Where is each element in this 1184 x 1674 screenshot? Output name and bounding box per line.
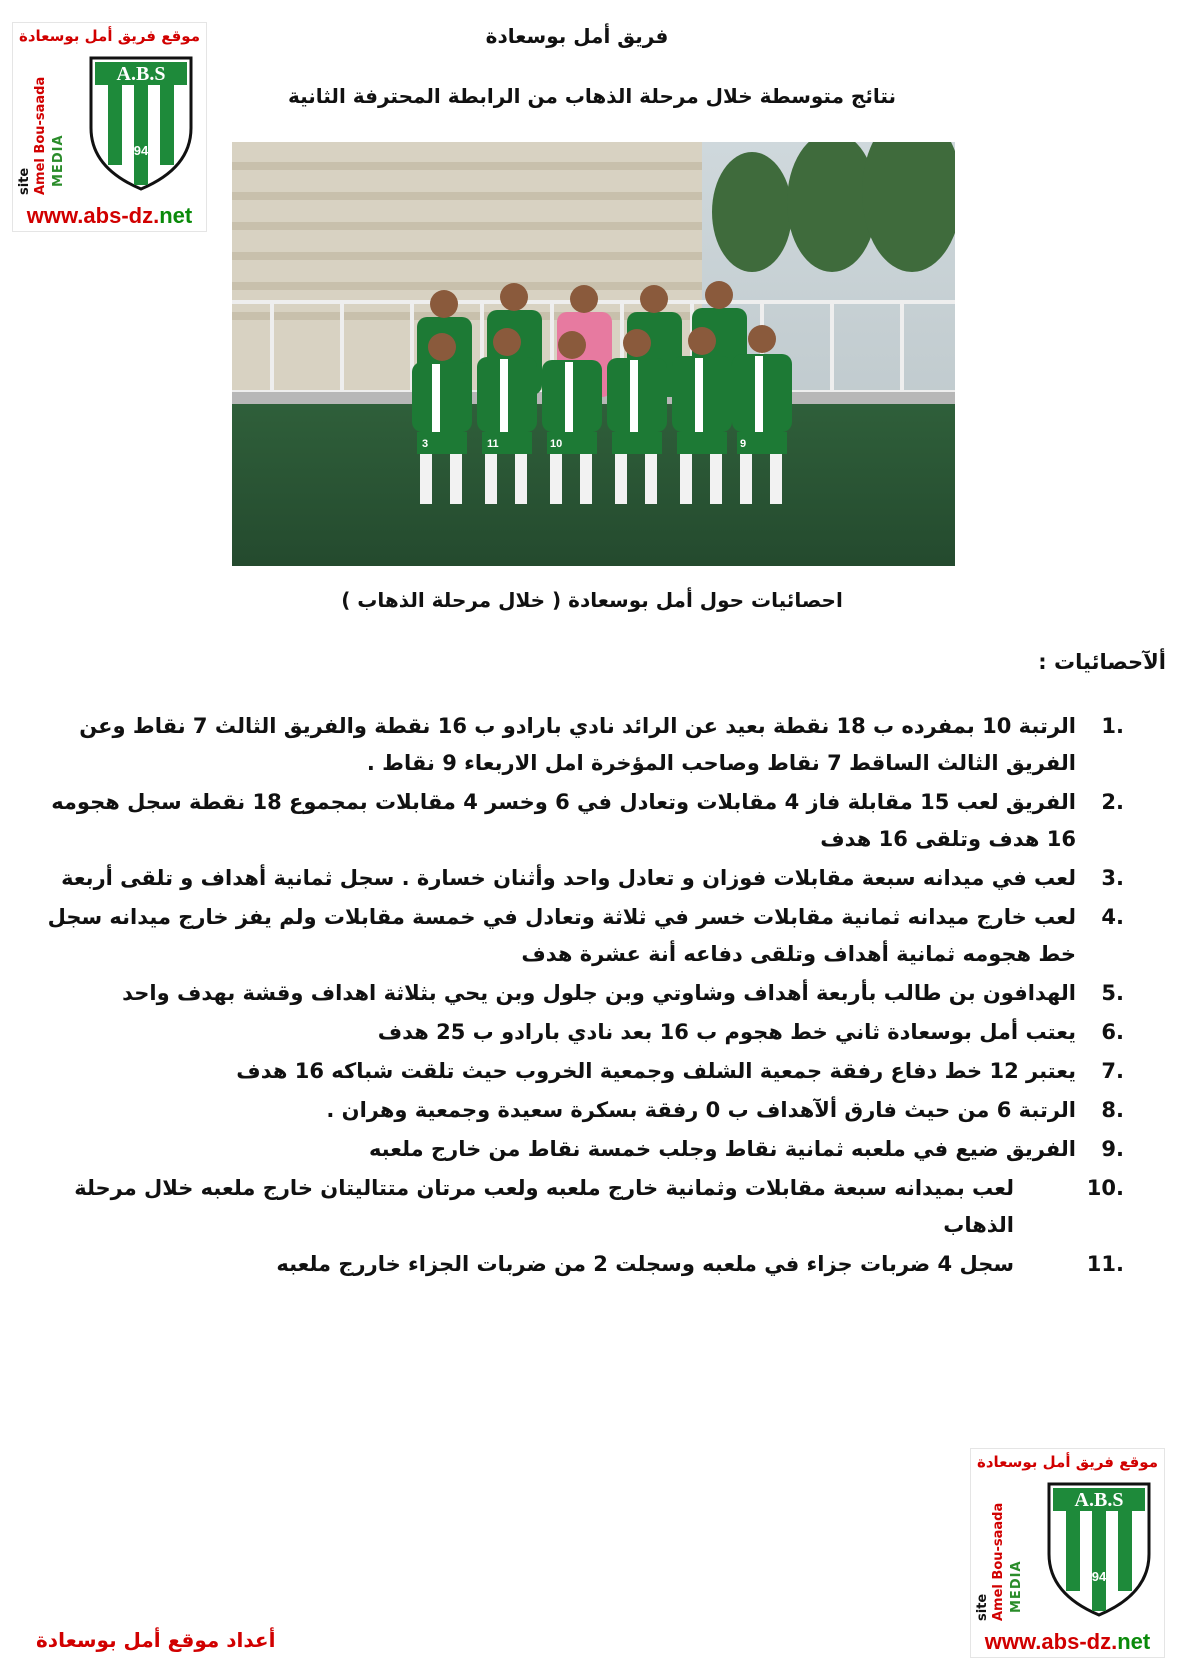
- item-number: 10.: [1086, 1176, 1124, 1200]
- page-title: فريق أمل بوسعادة: [485, 24, 669, 48]
- list-item: [30, 1092, 1124, 1129]
- page-subtitle: نتائج متوسطة خلال مرحلة الذهاب من الرابطة المحترفة الثانية: [287, 84, 897, 108]
- shield-year: 1940: [126, 143, 156, 158]
- logo-bottom-right: [970, 1448, 1165, 1658]
- list-item: [30, 1131, 1124, 1168]
- logo-top-text: موقع فريق أمل بوسعادة: [19, 27, 200, 45]
- item-number: 1.: [1101, 714, 1124, 738]
- item-number: 5.: [1101, 981, 1124, 1005]
- logo-site-word: site: [975, 1593, 990, 1621]
- item-text: يعتبر 12 خط دفاع رفقة جمعية الشلف وجمعية الخروب حيث تلقت شباكه 16 هدف: [236, 1059, 1076, 1083]
- shirt-number-3: 10: [550, 438, 563, 450]
- team-photo-illustration: [232, 142, 955, 566]
- logo-side-text: [975, 1489, 1037, 1619]
- list-item: [30, 1014, 1124, 1051]
- item-text: سجل 4 ضربات جزاء في ملعبه وسجلت 2 من ضربات الجزاء خاررج ملعبه: [276, 1252, 1014, 1276]
- item-text: يعتب أمل بوسعادة ثاني خط هجوم ب 16 بعد نادي بارادو ب 25 هدف: [377, 1020, 1076, 1044]
- logo-amel-word: Amel Bou-saada: [33, 76, 48, 195]
- stats-caption: احصائيات حول أمل بوسعادة ( خلال مرحلة الذهاب ): [341, 588, 843, 612]
- footer-credit: أعداد موقع أمل بوسعادة: [36, 1628, 276, 1652]
- logo-top-left: [12, 22, 207, 232]
- logo-url: www.abs-dz.net: [984, 1629, 1151, 1654]
- item-number: 4.: [1101, 905, 1124, 929]
- item-text: الفريق لعب 15 مقابلة فاز 4 مقابلات وتعادل في 6 وخسر 4 مقابلات بمجموع 18 نقطة سجل هجومه 16 هدف وتلقى 16 هدف: [51, 790, 1076, 851]
- item-number: 7.: [1101, 1059, 1124, 1083]
- logo-media-word: MEDIA: [1009, 1560, 1024, 1613]
- logo-side-text: [17, 63, 79, 193]
- stats-heading: ألآحصائيات :: [1038, 650, 1166, 674]
- club-shield-icon: [1044, 1479, 1154, 1619]
- list-item: [30, 860, 1124, 897]
- shield-letters: A.B.S: [116, 63, 166, 85]
- logo-top-text: موقع فريق أمل بوسعادة: [977, 1453, 1158, 1471]
- list-item: [30, 708, 1124, 782]
- logo-amel-word: Amel Bou-saada: [991, 1502, 1006, 1621]
- shirt-number-4: 9: [740, 438, 747, 450]
- shield-letters: A.B.S: [1074, 1489, 1124, 1511]
- item-text: لعب بميدانه سبعة مقابلات وثمانية خارج ملعبه ولعب مرتان متتاليتان خارج ملعبه خلال مرحلة الذهاب: [74, 1176, 1014, 1237]
- logo-site-word: site: [17, 167, 32, 195]
- logo-media-word: MEDIA: [51, 134, 66, 187]
- shield-year: 1940: [1084, 1569, 1114, 1584]
- item-number: 9.: [1101, 1137, 1124, 1161]
- list-item: [30, 1246, 1124, 1283]
- team-photo: [232, 142, 955, 566]
- logo-url: www.abs-dz.net: [26, 203, 193, 228]
- item-number: 3.: [1101, 866, 1124, 890]
- item-number: 6.: [1101, 1020, 1124, 1044]
- item-text: الهدافون بن طالب بأربعة أهداف وشاوتي وبن جلول وبن يحي بثلاثة اهداف وقشة بهدف واحد: [122, 981, 1076, 1005]
- club-shield-icon: [86, 53, 196, 193]
- item-number: 11.: [1086, 1252, 1124, 1276]
- list-item: [30, 784, 1124, 858]
- list-item: [30, 1170, 1124, 1244]
- shirt-number-2: 11: [487, 438, 499, 450]
- list-item: [30, 1053, 1124, 1090]
- item-text: لعب خارج ميدانه ثمانية مقابلات خسر في ثلاثة وتعادل في خمسة مقابلات ولم يفز خارج ميدانه سجل خط هجومه ثمانية أهداف وتلقى دفاعه أنة عشرة هدف: [47, 905, 1076, 966]
- item-text: الفريق ضيع في ملعبه ثمانية نقاط وجلب خمسة نقاط من خارج ملعبه: [368, 1137, 1076, 1161]
- shirt-number-1: 3: [422, 438, 429, 450]
- stats-list: [30, 708, 1124, 1285]
- list-item: [30, 899, 1124, 973]
- list-item: [30, 975, 1124, 1012]
- item-text: لعب في ميدانه سبعة مقابلات فوزان و تعادل واحد وأثنان خسارة . سجل ثمانية أهداف و تلقى أربعة: [61, 866, 1076, 890]
- item-text: الرتبة 6 من حيث فارق ألآهداف ب 0 رفقة بسكرة سعيدة وجمعية وهران .: [326, 1098, 1076, 1122]
- item-number: 2.: [1101, 790, 1124, 814]
- item-number: 8.: [1101, 1098, 1124, 1122]
- item-text: الرتبة 10 بمفرده ب 18 نقطة بعيد عن الرائد نادي بارادو ب 16 نقطة والفريق الثالث 7 نقاط وعن الفريق الثالث الساقط 7 نقاط وصاحب المؤخرة امل الاربعاء 9 نقاط .: [79, 714, 1076, 775]
